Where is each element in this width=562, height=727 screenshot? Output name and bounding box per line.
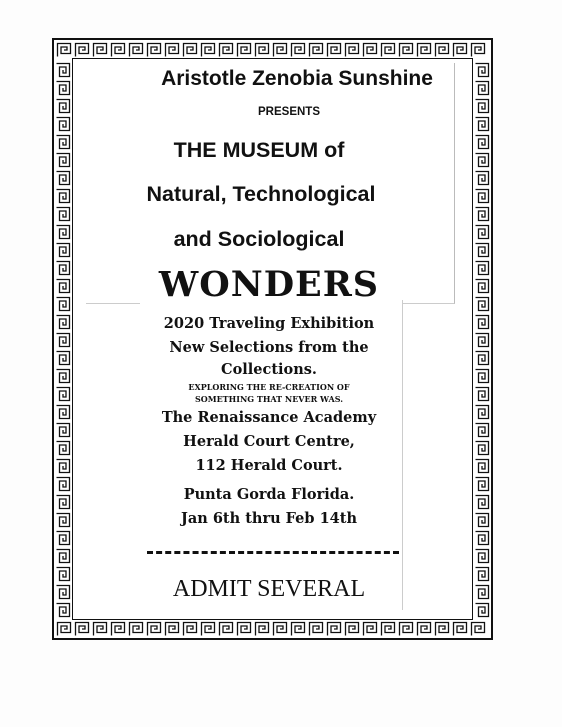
- exploring-line-2: SOMETHING THAT NEVER WAS.: [194, 394, 343, 404]
- tear-line: [147, 551, 399, 554]
- exhibition-line: 2020 Traveling Exhibition: [163, 315, 375, 332]
- greek-key-tile: [220, 623, 233, 636]
- title-line-1: THE MUSEUM of: [173, 138, 345, 162]
- admit-label: ADMIT SEVERAL: [172, 576, 366, 602]
- greek-key-tile: [436, 623, 449, 636]
- address-line-2: 112 Herald Court.: [195, 457, 343, 474]
- greek-key-tile: [476, 604, 489, 617]
- greek-key-tile: [238, 623, 251, 636]
- greek-key-tile: [112, 623, 125, 636]
- greek-key-tile: [472, 623, 485, 636]
- presents-label: PRESENTS: [258, 106, 320, 118]
- greek-key-tile: [274, 623, 287, 636]
- greek-key-tile: [57, 604, 70, 617]
- greek-key-tile: [476, 532, 489, 545]
- greek-key-tile: [57, 118, 70, 131]
- address-line-1: Herald Court Centre,: [183, 433, 355, 450]
- greek-key-tile: [256, 44, 269, 57]
- greek-key-tile: [472, 44, 485, 57]
- title-line-3: and Sociological: [173, 227, 345, 251]
- title-line-2: Natural, Technological: [146, 182, 376, 206]
- greek-key-tile: [418, 623, 431, 636]
- greek-key-tile: [220, 44, 233, 57]
- greek-key-tile: [346, 44, 359, 57]
- presenter-name: Aristotle Zenobia Sunshine: [161, 67, 433, 90]
- greek-key-tile: [310, 623, 323, 636]
- greek-key-tile: [328, 623, 341, 636]
- exploring-line-1: EXPLORING THE RE-CREATION OF: [188, 382, 350, 392]
- greek-key-tile: [292, 623, 305, 636]
- greek-key-tile: [202, 44, 215, 57]
- greek-key-tile: [454, 623, 467, 636]
- greek-key-tile: [58, 44, 71, 57]
- greek-key-tile: [58, 623, 71, 636]
- greek-key-tile: [184, 623, 197, 636]
- greek-key-tile: [346, 623, 359, 636]
- greek-key-tile: [112, 44, 125, 57]
- greek-key-tile: [130, 44, 143, 57]
- greek-key-tile: [166, 44, 179, 57]
- greek-key-tile: [364, 623, 377, 636]
- greek-key-tile: [274, 44, 287, 57]
- greek-key-tile: [400, 44, 413, 57]
- greek-key-tile: [57, 532, 70, 545]
- greek-key-tile: [130, 623, 143, 636]
- greek-key-tile: [184, 44, 197, 57]
- city-line: Punta Gorda Florida.: [183, 486, 355, 503]
- greek-key-tile: [57, 208, 70, 221]
- greek-key-tile: [436, 44, 449, 57]
- venue-name: The Renaissance Academy: [161, 409, 377, 426]
- greek-key-tile: [166, 623, 179, 636]
- greek-key-tile: [148, 44, 161, 57]
- greek-key-tile: [148, 623, 161, 636]
- selections-line-1: New Selections from the: [169, 339, 369, 356]
- greek-key-tile: [382, 623, 395, 636]
- greek-key-tile: [400, 623, 413, 636]
- greek-key-tile: [256, 623, 269, 636]
- greek-key-tile: [476, 550, 489, 563]
- greek-key-tile: [94, 623, 107, 636]
- greek-key-tile: [202, 623, 215, 636]
- greek-key-tile: [57, 550, 70, 563]
- greek-key-tile: [418, 44, 431, 57]
- greek-key-tile: [476, 118, 489, 131]
- selections-line-2: Collections.: [221, 361, 317, 378]
- title-wonders: WONDERS: [158, 264, 380, 305]
- greek-key-tile: [76, 44, 89, 57]
- greek-key-tile: [238, 44, 251, 57]
- greek-key-tile: [476, 208, 489, 221]
- greek-key-tile: [382, 44, 395, 57]
- greek-key-tile: [76, 623, 89, 636]
- dates-line: Jan 6th thru Feb 14th: [180, 510, 358, 527]
- greek-key-tile: [454, 44, 467, 57]
- greek-key-tile: [292, 44, 305, 57]
- greek-key-tile: [364, 44, 377, 57]
- greek-key-tile: [310, 44, 323, 57]
- greek-key-tile: [94, 44, 107, 57]
- greek-key-tile: [328, 44, 341, 57]
